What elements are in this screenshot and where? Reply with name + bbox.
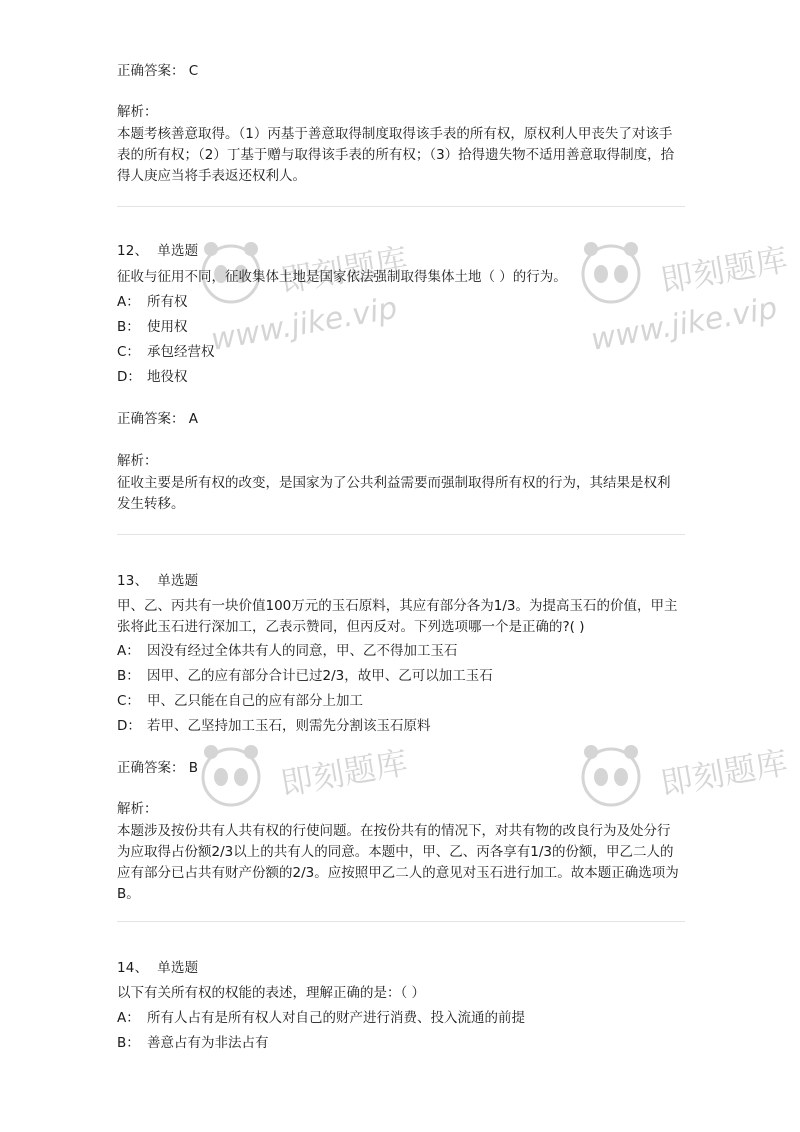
svg-text:即刻题库: 即刻题库: [657, 240, 791, 300]
option-a[interactable]: [117, 293, 188, 311]
answer-label: 正确答案：: [117, 411, 185, 427]
svg-text:即刻题库: 即刻题库: [657, 743, 791, 803]
option-key: A：: [117, 294, 140, 310]
option-text: 善意占有为非法占有: [147, 1035, 269, 1051]
question-header: 12、 单选题: [117, 243, 199, 259]
analysis-text: 征收主要是所有权的改变，是国家为了公共利益需要而强制取得所有权的行为，其结果是权利发生转移。: [117, 475, 671, 512]
panda-icon: [583, 242, 639, 302]
answer-value: B: [188, 760, 199, 776]
option-text: 所有权: [147, 294, 188, 310]
question-header: 13、 单选题: [117, 573, 199, 589]
question-type: 单选题: [157, 243, 199, 259]
option-b[interactable]: [117, 318, 188, 336]
answer-value: C: [188, 63, 199, 79]
answer: [117, 410, 198, 428]
divider: [117, 206, 685, 207]
question-number: 12: [117, 243, 135, 259]
option-key: B：: [117, 1035, 140, 1051]
option-key: D：: [117, 369, 141, 385]
answer: [117, 759, 198, 777]
option-b[interactable]: [117, 1034, 269, 1052]
option-c[interactable]: [117, 343, 215, 361]
divider: [117, 534, 685, 535]
option-text: 承包经营权: [147, 344, 215, 360]
option-d[interactable]: [117, 717, 431, 735]
option-c[interactable]: [117, 692, 363, 710]
answer-label: 正确答案：: [117, 63, 185, 79]
watermark-url: www.jike.vip: [208, 290, 400, 358]
option-key: D：: [117, 718, 141, 734]
option-b[interactable]: [117, 667, 493, 685]
option-text: 因没有经过全体共有人的同意，甲、乙不得加工玉石: [147, 643, 458, 659]
question-number: 13: [117, 573, 135, 589]
svg-text:www.jike.vip: www.jike.vip: [588, 290, 780, 358]
divider: [117, 921, 685, 922]
option-a[interactable]: [117, 642, 458, 660]
analysis-text: 本题涉及按份共有人共有权的行使问题。在按份共有的情况下，对共有物的改良行为及处分行为应取得占份额2/3以上的共有人的同意。本题中，甲、乙、丙各享有1/3的份额，甲乙二人的应有部分已占共有财产份额的2/3。应按照甲乙二人的意见对玉石进行加工。故本题正确选项为B。: [117, 823, 679, 902]
option-key: A：: [117, 643, 140, 659]
option-text: 所有人占有是所有权人对自己的财产进行消费、投入流通的前提: [147, 1010, 525, 1026]
analysis-title: 解析：: [117, 104, 158, 120]
question-type: 单选题: [157, 960, 199, 976]
option-key: A：: [117, 1010, 140, 1026]
option-text: 使用权: [147, 319, 188, 335]
option-text: 若甲、乙坚持加工玉石，则需先分割该玉石原料: [147, 718, 431, 734]
question-stem: 甲、乙、丙共有一块价值100万元的玉石原料，其应有部分各为1/3。为提高玉石的价值，甲主张将此玉石进行深加工，乙表示赞同，但丙反对。下列选项哪一个是正确的?( ): [117, 598, 678, 635]
answer-label: 正确答案：: [117, 760, 185, 776]
option-d[interactable]: [117, 368, 188, 386]
option-text: 地役权: [147, 369, 188, 385]
question-number: 14: [117, 960, 135, 976]
panda-icon: [583, 745, 639, 805]
panda-icon: [203, 745, 259, 805]
option-key: C：: [117, 693, 140, 709]
question-type: 单选题: [157, 573, 199, 589]
option-key: C：: [117, 344, 140, 360]
prev-answer: [117, 62, 198, 80]
option-key: B：: [117, 319, 140, 335]
watermark-2: [575, 232, 800, 382]
watermark-1: [195, 232, 435, 382]
option-text: 因甲、乙的应有部分合计已过2/3，故甲、乙可以加工玉石: [147, 668, 493, 684]
option-a[interactable]: [117, 1009, 525, 1027]
question-stem: 以下有关所有权的权能的表述，理解正确的是：（ ）: [117, 985, 426, 1001]
option-text: 甲、乙只能在自己的应有部分上加工: [147, 693, 363, 709]
answer-value: A: [188, 411, 199, 427]
watermark-brand: 即刻题库: [277, 240, 411, 300]
svg-text:即刻题库: 即刻题库: [277, 743, 411, 803]
question-stem: 征收与征用不同，征收集体土地是国家依法强制取得集体土地（ ）的行为。: [117, 269, 567, 285]
option-key: B：: [117, 668, 140, 684]
analysis-title: 解析：: [117, 453, 158, 469]
analysis-title: 解析：: [117, 801, 158, 817]
question-header: 14、 单选题: [117, 960, 199, 976]
analysis-text: 本题考核善意取得。（1）丙基于善意取得制度取得该手表的所有权，原权利人甲丧失了对该手表的所有权；（2）丁基于赠与取得该手表的所有权；（3）拾得遗失物不适用善意取得制度，拾得人庚应当将手表返还权利人。: [117, 126, 675, 184]
